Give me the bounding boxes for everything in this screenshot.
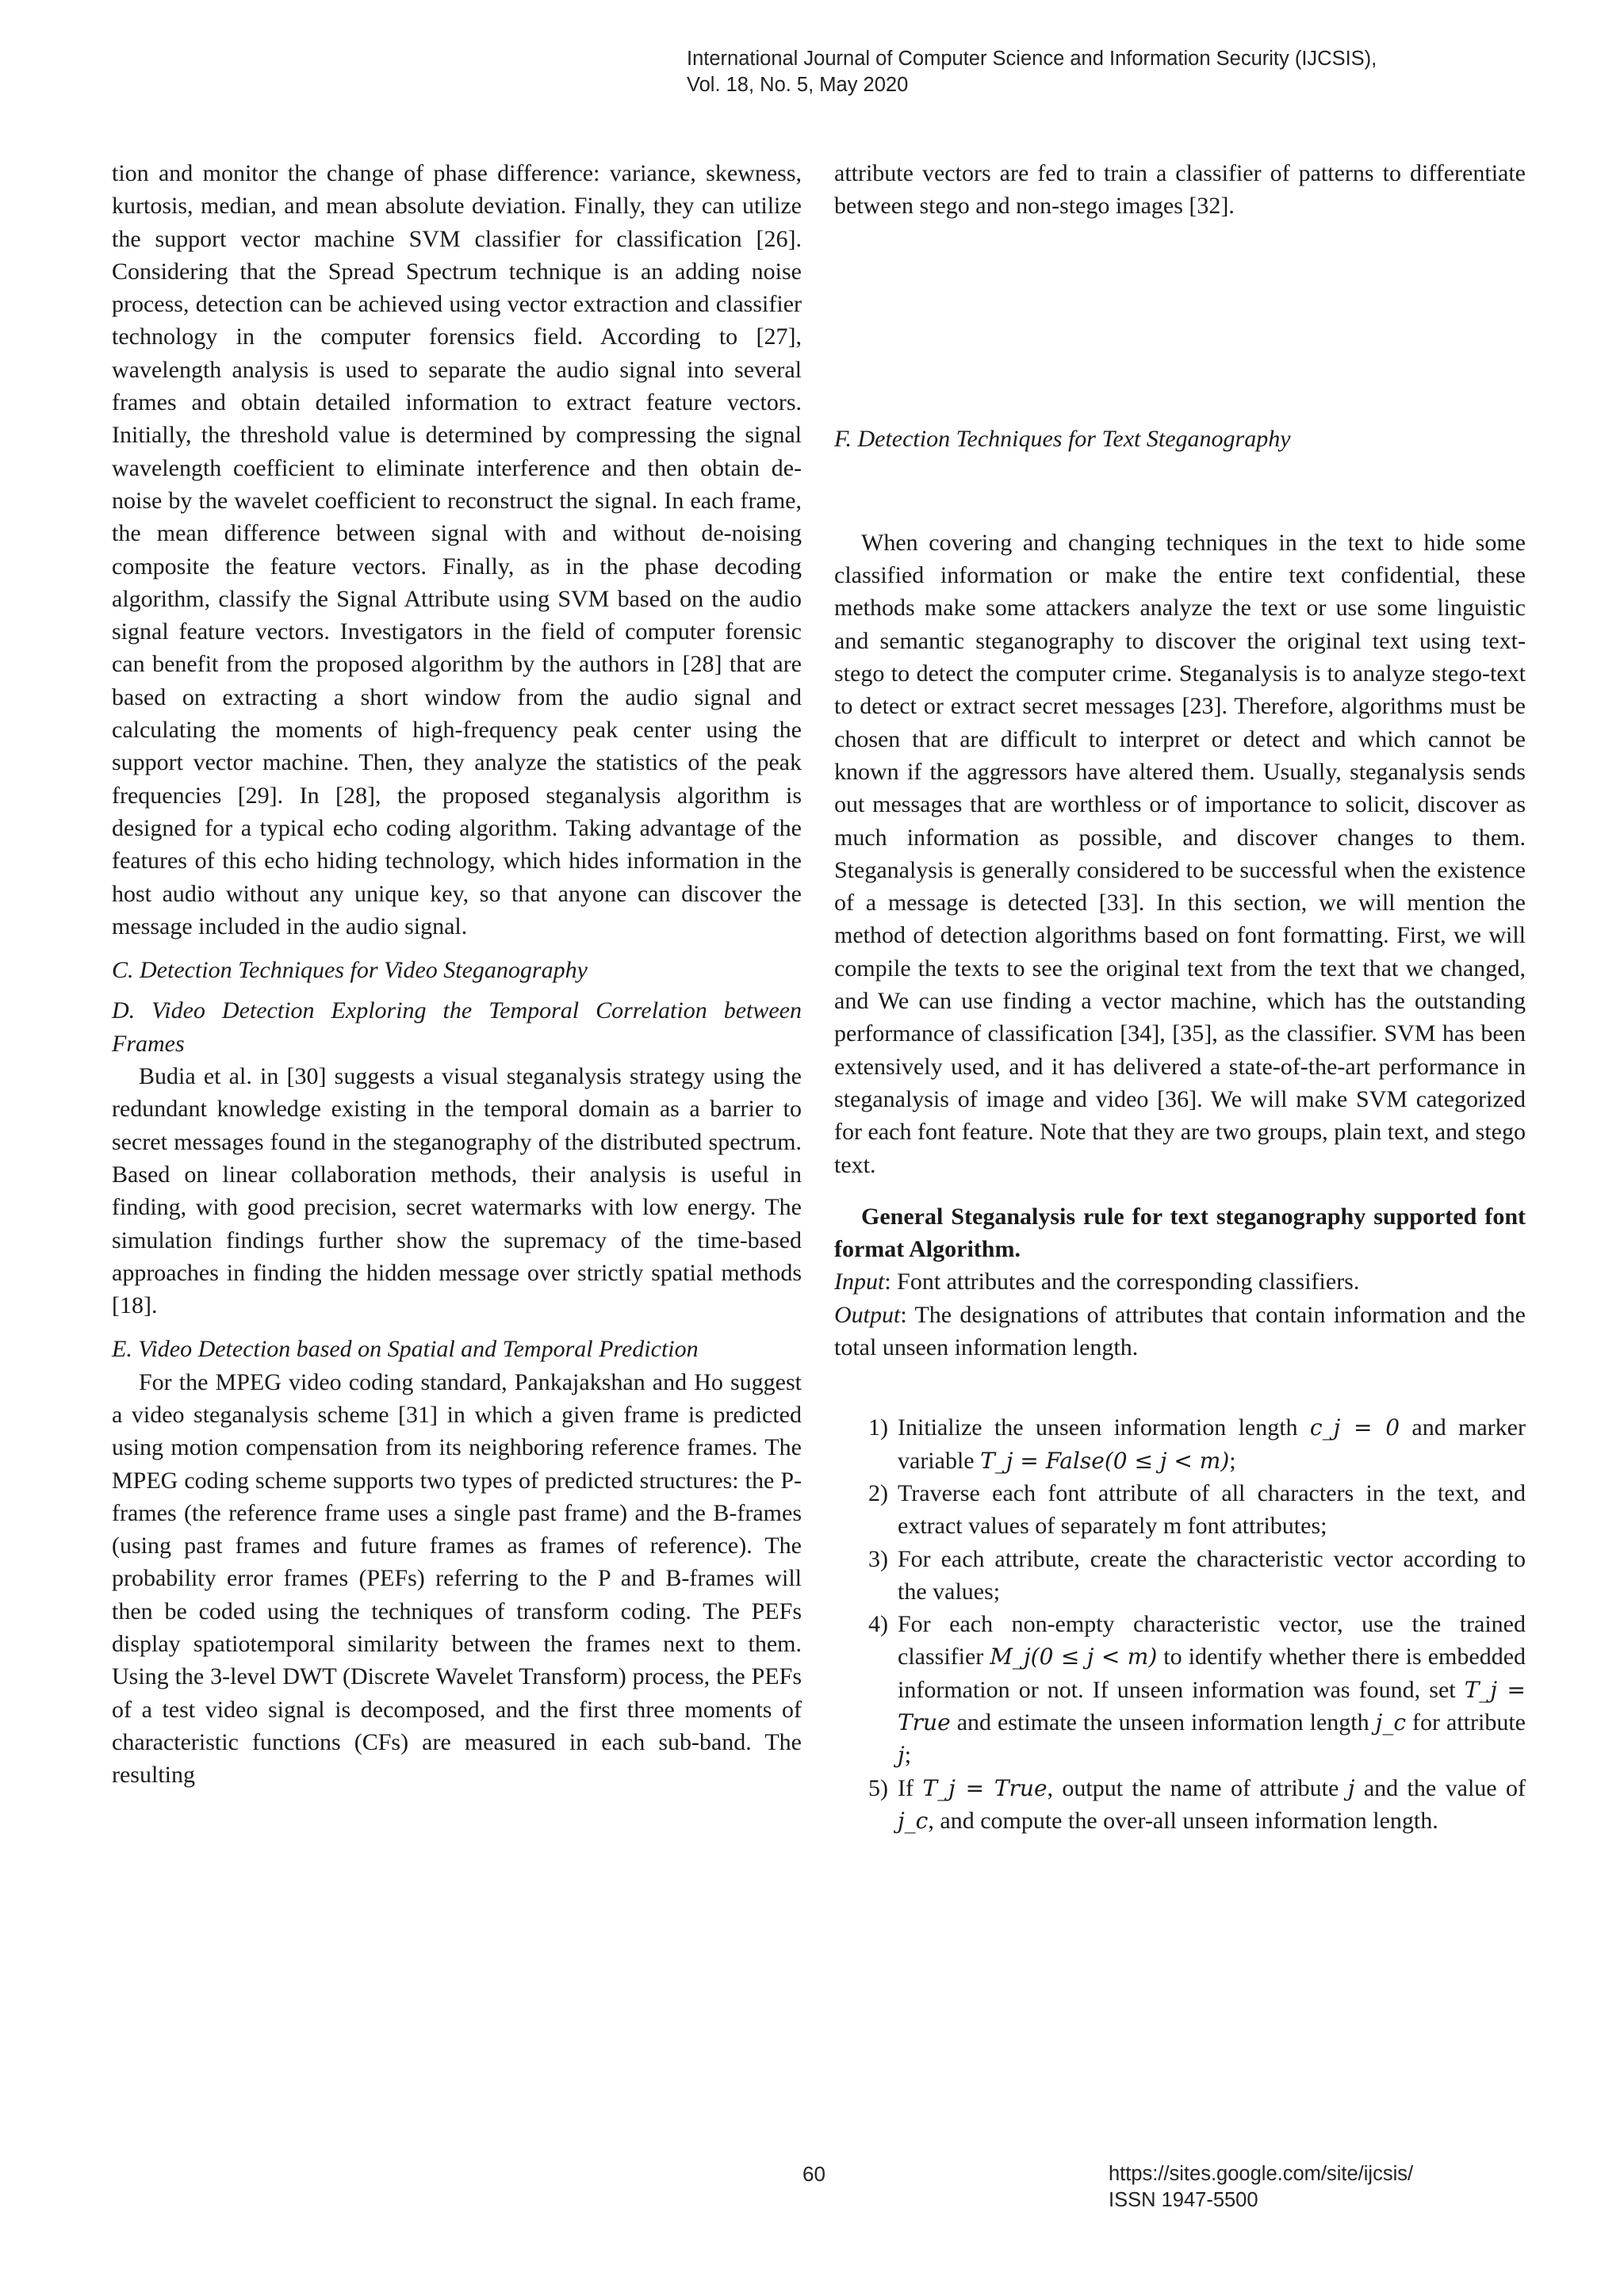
step-number: 1) [868, 1414, 888, 1441]
right-paragraph-2: When covering and changing techniques in the text to hide some classified information or make the entire text confidential, these methods make some attackers analyze the text or use some linguistic and semantic steganography to discover the original text using text-stego to detect the computer crime. Steganalysis is to analyze stego-text to detect or extract secret messages [23]. Therefore, algorithms must be chosen that are difficult to interpret or detect and which cannot be known if the aggressors have altered them. Usually, steganalysis sends out messages that are worthless or of importance to solicit, discover as much information as possible, and discover changes to them. Steganalysis is generally considered to be successful when the existence of a message is detected [33]. In this section, we will mention the method of detection algorithms based on font formatting. First, we will compile the texts to see the original text from the text that we changed, and We can use finding a vector machine, which has the outstanding performance of classification [34], [35], as the classifier. SVM has been extensively used, and it has delivered a state-of-the-art performance in steganalysis of image and video [36]. We will make SVM categorized for each font feature. Note that they are two groups, plain text, and stego text. [834, 529, 1526, 1178]
heading-f: F. Detection Techniques for Text Steganography [834, 425, 1291, 452]
algorithm-input [834, 1265, 1526, 1298]
journal-header-line1: International Journal of Computer Science and Information Security (IJCSIS), [687, 48, 1377, 70]
step-number: 5) [868, 1774, 888, 1801]
step-number: 3) [868, 1545, 888, 1572]
input-text: : Font attributes and the corresponding classifiers. [884, 1269, 1360, 1295]
left-paragraph-1: tion and monitor the change of phase difference: variance, skewness, kurtosis, median, and mean absolute deviation. Finally, they can utilize the support vector machine SVM classifier for classification [26]. Considering that the Spread Spectrum technique is an adding noise process, detection can be achieved using vector extraction and classifier technology in the computer forensics field. According to [27], wavelength analysis is used to separate the audio signal into several frames and obtain detailed information to extract feature vectors. Initially, the threshold value is determined by compressing the signal wavelength coefficient to eliminate interference and then obtain de-noise by the wavelet coefficient to reconstruct the signal. In each frame, the mean difference between signal with and without de-noising composite the feature vectors. Finally, as in the phase decoding algorithm, classify the Signal Attribute using SVM based on the audio signal feature vectors. Investigators in the field of computer forensic can benefit from the proposed algorithm by the authors in [28] that are based on extracting a short window from the audio signal and calculating the moments of high-frequency peak center using the support vector machine. Then, they analyze the statistics of the peak frequencies [29]. In [28], the proposed steganalysis algorithm is designed for a typical echo coding algorithm. Taking advantage of the features of this echo hiding technology, which hides information in the host audio without any unique key, so that anyone can discover the message included in the audio signal. [112, 160, 802, 939]
step-text: For each non-empty characteristic vector, use the trained classifier M_j(0 ≤ j < m) to identify whether there is embedded information or not. If unseen information was found, set T_j = True and estimate the unseen information length j_c for attribute j; [898, 1611, 1526, 1769]
page-number: 60 [802, 2162, 825, 2186]
step-text: If T_j = True, output the name of attribute j and the value of j_c, and compute the over-all unseen information length. [898, 1774, 1526, 1834]
heading-e: E. Video Detection based on Spatial and Temporal Prediction [112, 1336, 699, 1363]
step-number: 2) [868, 1479, 888, 1506]
left-column [112, 157, 802, 1792]
journal-header-line2: Vol. 18, No. 5, May 2020 [687, 74, 909, 96]
algorithm-step [834, 1411, 1526, 1477]
journal-url: https://sites.google.com/site/ijcsis/ [1109, 2163, 1414, 2185]
step-number: 4) [868, 1611, 888, 1638]
right-paragraph-1: attribute vectors are fed to train a classifier of patterns to differentiate between stego and non-stego images [32]. [834, 160, 1526, 220]
journal-footer [1109, 2161, 1413, 2214]
journal-header [687, 46, 1480, 98]
algorithm-title: General Steganalysis rule for text steganography supported font format Algorithm. [834, 1203, 1526, 1263]
heading-c: C. Detection Techniques for Video Steganography [112, 957, 588, 984]
algorithm-step [834, 1543, 1526, 1609]
algorithm-step [834, 1477, 1526, 1543]
step-text: Traverse each font attribute of all characters in the text, and extract values of separately m font attributes; [898, 1479, 1526, 1540]
journal-issn: ISSN 1947-5500 [1109, 2189, 1258, 2211]
algorithm-step [834, 1608, 1526, 1771]
left-paragraph-3: For the MPEG video coding standard, Pankajakshan and Ho suggest a video steganalysis scheme [31] in which a given frame is predicted using motion compensation from its neighboring reference frames. The MPEG coding scheme supports two types of predicted structures: the P-frames (the reference frame uses a single past frame) and the B-frames (using past frames and future frames as frames of reference). The probability error frames (PEFs) referring to the P and B-frames will then be coded using the techniques of transform coding. The PEFs display spatiotemporal similarity between the frames next to them. Using the 3-level DWT (Discrete Wavelet Transform) process, the PEFs of a test video signal is decomposed, and the first three moments of characteristic functions (CFs) are measured in each sub-band. The resulting [112, 1368, 802, 1789]
input-label: Input [834, 1269, 885, 1295]
algorithm-step [834, 1772, 1526, 1838]
output-text: : The designations of attributes that contain information and the total unseen information length. [834, 1301, 1526, 1361]
left-paragraph-2: Budia et al. in [30] suggests a visual steganalysis strategy using the redundant knowledge existing in the temporal domain as a barrier to secret messages found in the steganography of the distributed spectrum. Based on linear collaboration methods, their analysis is useful in finding, with good precision, secret watermarks with low energy. The simulation findings further show the supremacy of the time-based approaches in finding the hidden message over strictly spatial methods [18]. [112, 1063, 802, 1319]
algorithm-steps [834, 1411, 1526, 1837]
step-text: For each attribute, create the characteristic vector according to the values; [898, 1545, 1526, 1605]
output-label: Output [834, 1301, 901, 1328]
algorithm-output [834, 1299, 1526, 1364]
step-text: Initialize the unseen information length c_j = 0 and marker variable T_j = False(0 ≤ j < m); [898, 1414, 1526, 1474]
heading-d: D. Video Detection Exploring the Temporal Correlation between Frames [112, 997, 802, 1057]
right-column [834, 157, 1526, 1837]
